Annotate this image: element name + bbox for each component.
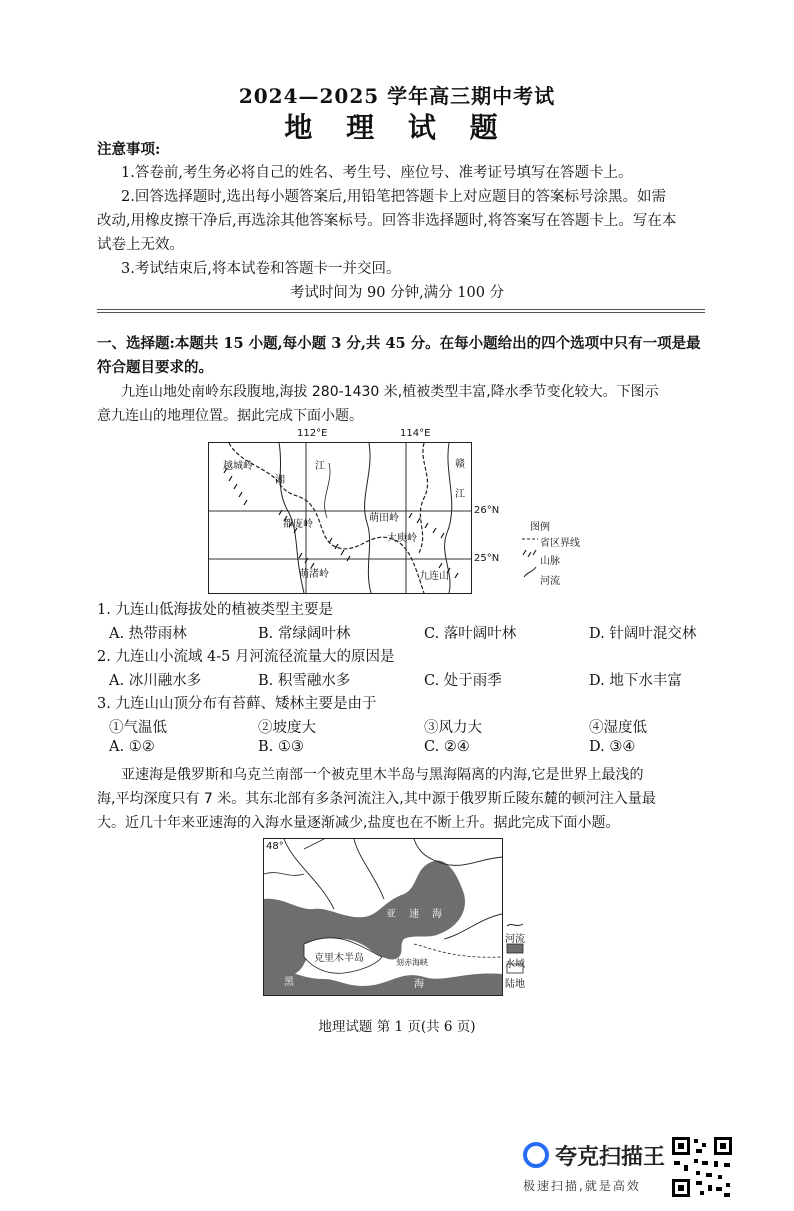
map1-legend-mountain: 山脉 (540, 556, 560, 567)
question-3-option-c: C. ②④ (424, 739, 470, 755)
lon-label-112: 112°E (297, 428, 328, 439)
label-crimea: 克里木半岛 (314, 953, 364, 964)
label-gan: 赣 (455, 459, 465, 470)
question-2-option-d: D. 地下水丰富 (589, 673, 682, 689)
label-jiulianshan: 九连山 (419, 571, 449, 582)
exam-title: 2024—2025 学年高三期中考试 (238, 84, 556, 108)
note-item-2: 2.回答选择题时,选出每小题答案后,用铅笔把答题卡上对应题目的答案标号涂黑。如需 (121, 189, 667, 205)
label-hai: 海 (432, 909, 442, 920)
passage1-line1: 九连山地处南岭东段腹地,海拔 280-1430 米,植被类型丰富,降水季节变化较大。下图示 (121, 384, 659, 400)
label-dayuling: 大庾岭 (387, 533, 417, 544)
notes-heading: 注意事项: (97, 141, 161, 158)
label-yuechengling: 越城岭 (223, 461, 253, 472)
azov-sea-map-graphic (264, 839, 502, 995)
label-jiang1: 江 (315, 461, 325, 472)
label-hei: 黑 (284, 977, 294, 988)
note-item-2-cont: 改动,用橡皮擦干净后,再选涂其他答案标号。回答非选择题时,将答案写在答题卡上。写在本 (97, 213, 677, 229)
lat-label-25: 25°N (474, 553, 500, 564)
azov-sea-map (263, 838, 503, 996)
question-2-option-a: A. 冰川融水多 (109, 673, 202, 689)
note-item-2-end: 试卷上无效。 (97, 237, 184, 253)
label-mengtianling: 萌田岭 (369, 513, 399, 524)
passage1-line2: 意九连山的地理位置。据此完成下面小题。 (97, 408, 363, 424)
qr-code-icon (670, 1135, 734, 1199)
map1-legend-boundary: 省区界线 (540, 538, 580, 549)
question-1-option-d: D. 针阔叶混交林 (589, 626, 697, 642)
map2-lat-label: 48° (266, 841, 284, 852)
label-ya: 亚 (386, 909, 396, 920)
map2-legend-land: 陆地 (505, 979, 525, 990)
question-3-factor-1: ①气温低 (109, 720, 167, 736)
map1-legend-symbols (520, 533, 540, 581)
jiulianshan-map (208, 442, 472, 594)
question-2-option-c: C. 处于雨季 (424, 673, 502, 689)
label-su: 速 (409, 909, 419, 920)
label-hai2: 海 (414, 979, 424, 990)
question-3-stem: 3. 九连山山顶分布有苔藓、矮林主要是由于 (97, 696, 377, 712)
question-3-factor-3: ③风力大 (424, 720, 482, 736)
question-1-option-b: B. 常绿阔叶林 (258, 626, 351, 642)
map1-legend-river: 河流 (540, 576, 560, 587)
brand-name: 夸克扫描王 (555, 1145, 666, 1170)
question-3-option-d: D. ③④ (589, 739, 636, 755)
question-2-stem: 2. 九连山小流域 4-5 月河流径流量大的原因是 (97, 649, 395, 665)
question-3-factor-4: ④湿度低 (589, 720, 647, 736)
subject-title: 地 理 试 题 (284, 111, 510, 144)
quark-logo-icon (523, 1142, 549, 1168)
brand-slogan: 极速扫描,就是高效 (523, 1179, 641, 1193)
question-2-option-b: B. 积雪融水多 (258, 673, 351, 689)
note-item-3: 3.考试结束后,将本试卷和答题卡一并交回。 (121, 261, 401, 277)
question-1-option-a: A. 热带雨林 (109, 626, 187, 642)
lon-label-114: 114°E (400, 428, 431, 439)
section1-heading: 一、选择题:本题共 15 小题,每小题 3 分,共 45 分。在每小题给出的四个选项中只有一项是最 (97, 335, 701, 352)
lat-label-26: 26°N (474, 505, 500, 516)
question-1-stem: 1. 九连山低海拔处的植被类型主要是 (97, 602, 333, 618)
map1-legend-title: 图例 (530, 522, 550, 533)
question-3-option-b: B. ①③ (258, 739, 304, 755)
map2-legend-river: 河流 (505, 934, 525, 945)
label-mengzhuling: 萌渚岭 (299, 569, 329, 580)
label-dupangling: 都庞岭 (283, 519, 313, 530)
passage2-line2: 海,平均深度只有 7 米。其东北部有多条河流注入,其中源于俄罗斯丘陵东麓的顿河注入量最 (97, 791, 656, 807)
note-item-1: 1.答卷前,考生务必将自己的姓名、考生号、座位号、准考证号填写在答题卡上。 (121, 165, 633, 181)
separator-line (97, 309, 705, 313)
question-1-option-c: C. 落叶阔叶林 (424, 626, 517, 642)
label-xiang: 湘 (275, 475, 285, 486)
passage2-line1: 亚速海是俄罗斯和乌克兰南部一个被克里木半岛与黑海隔离的内海,它是世界上最浅的 (121, 767, 644, 783)
map2-legend-water: 水域 (505, 959, 525, 970)
question-3-factor-2: ②坡度大 (258, 720, 316, 736)
label-jiang2: 江 (455, 489, 465, 500)
page-number: 地理试题 第 1 页(共 6 页) (318, 1019, 476, 1035)
time-info: 考试时间为 90 分钟,满分 100 分 (289, 285, 505, 301)
passage2-line3: 大。近几十年来亚速海的入海水量逐渐减少,盐度也在不断上升。据此完成下面小题。 (97, 815, 620, 831)
section1-heading-cont: 符合题目要求的。 (97, 359, 213, 376)
label-kerch: 刻赤海峡 (396, 958, 428, 967)
question-3-option-a: A. ①② (109, 739, 155, 755)
